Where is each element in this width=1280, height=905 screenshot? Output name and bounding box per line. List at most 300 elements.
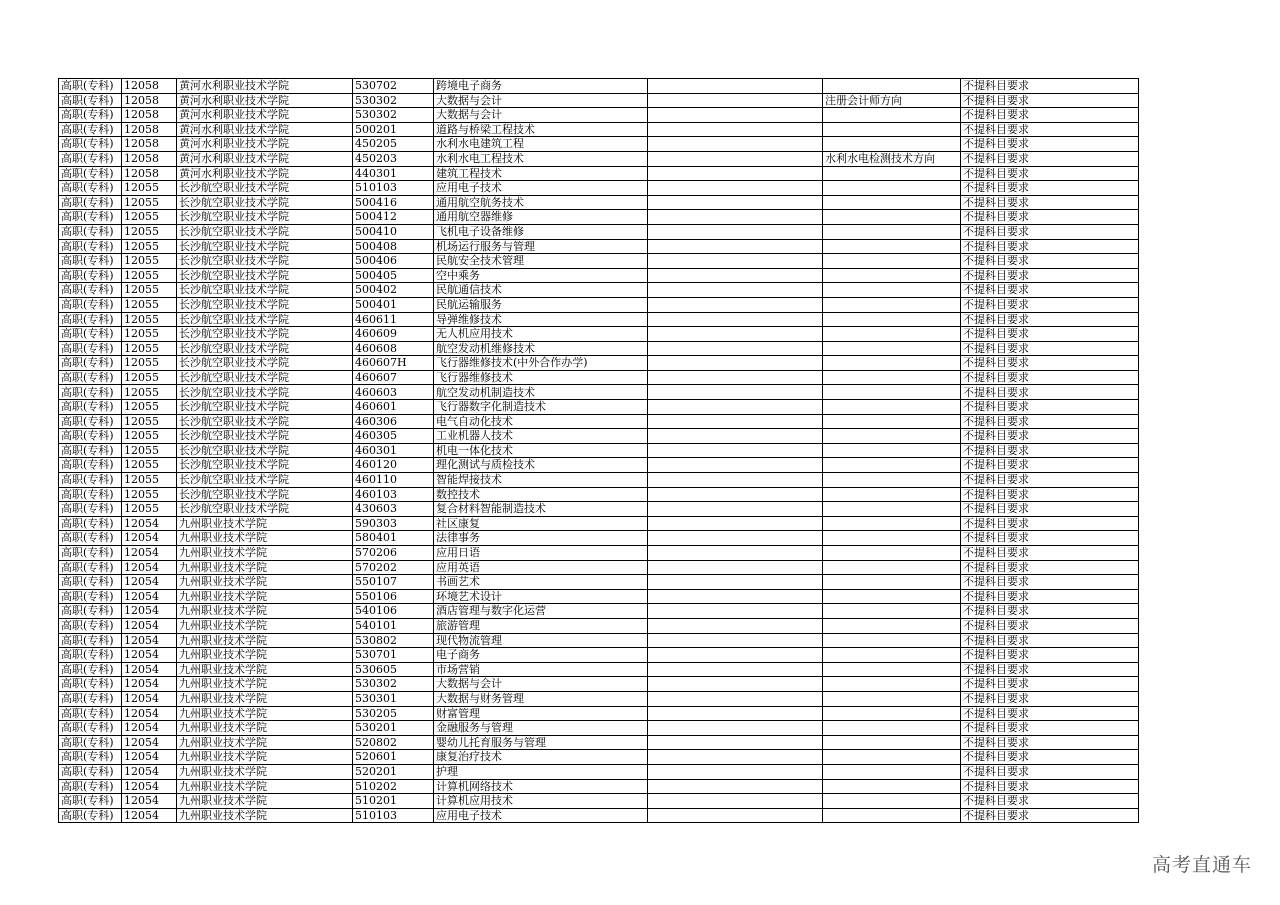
school-name-cell: 九州职业技术学院 (177, 618, 353, 633)
level-cell: 高职(专科) (59, 487, 122, 502)
school-code-cell: 12054 (122, 706, 177, 721)
major-name-cell: 财富管理 (434, 706, 648, 721)
subject-requirement-cell: 不提科目要求 (961, 414, 1139, 429)
major-code-cell: 460603 (353, 385, 434, 400)
school-name-cell: 长沙航空职业技术学院 (177, 239, 353, 254)
school-name-cell: 九州职业技术学院 (177, 691, 353, 706)
note-cell (648, 195, 823, 210)
major-code-cell: 460301 (353, 443, 434, 458)
table-row (59, 735, 1139, 750)
major-name-cell: 书画艺术 (434, 575, 648, 590)
school-code-cell: 12054 (122, 648, 177, 663)
school-code-cell: 12055 (122, 429, 177, 444)
school-name-cell: 黄河水利职业技术学院 (177, 79, 353, 94)
major-code-cell: 500410 (353, 224, 434, 239)
direction-cell (823, 502, 961, 517)
table-row (59, 210, 1139, 225)
direction-cell (823, 487, 961, 502)
table-row (59, 137, 1139, 152)
note-cell (648, 297, 823, 312)
level-cell: 高职(专科) (59, 735, 122, 750)
note-cell (648, 356, 823, 371)
level-cell: 高职(专科) (59, 458, 122, 473)
school-code-cell: 12054 (122, 779, 177, 794)
direction-cell (823, 808, 961, 823)
major-name-cell: 法律事务 (434, 531, 648, 546)
school-name-cell: 九州职业技术学院 (177, 794, 353, 809)
note-cell (648, 750, 823, 765)
major-code-cell: 460110 (353, 473, 434, 488)
table-row (59, 473, 1139, 488)
major-name-cell: 智能焊接技术 (434, 473, 648, 488)
school-code-cell: 12054 (122, 750, 177, 765)
direction-cell (823, 312, 961, 327)
major-name-cell: 大数据与财务管理 (434, 691, 648, 706)
level-cell: 高职(专科) (59, 443, 122, 458)
school-name-cell: 长沙航空职业技术学院 (177, 414, 353, 429)
school-code-cell: 12054 (122, 662, 177, 677)
table-row (59, 297, 1139, 312)
major-name-cell: 大数据与会计 (434, 677, 648, 692)
direction-cell (823, 735, 961, 750)
major-name-cell: 市场营销 (434, 662, 648, 677)
subject-requirement-cell: 不提科目要求 (961, 195, 1139, 210)
subject-requirement-cell: 不提科目要求 (961, 429, 1139, 444)
school-name-cell: 长沙航空职业技术学院 (177, 254, 353, 269)
direction-cell (823, 297, 961, 312)
subject-requirement-cell: 不提科目要求 (961, 370, 1139, 385)
direction-cell (823, 531, 961, 546)
major-code-cell: 550107 (353, 575, 434, 590)
school-code-cell: 12055 (122, 473, 177, 488)
level-cell: 高职(专科) (59, 195, 122, 210)
school-name-cell: 长沙航空职业技术学院 (177, 210, 353, 225)
school-code-cell: 12055 (122, 254, 177, 269)
school-code-cell: 12058 (122, 108, 177, 123)
school-code-cell: 12054 (122, 618, 177, 633)
major-code-cell: 590303 (353, 516, 434, 531)
school-name-cell: 九州职业技术学院 (177, 764, 353, 779)
school-name-cell: 黄河水利职业技术学院 (177, 108, 353, 123)
direction-cell (823, 283, 961, 298)
school-code-cell: 12055 (122, 181, 177, 196)
note-cell (648, 370, 823, 385)
subject-requirement-cell: 不提科目要求 (961, 735, 1139, 750)
note-cell (648, 268, 823, 283)
major-code-cell: 520201 (353, 764, 434, 779)
school-code-cell: 12054 (122, 516, 177, 531)
major-name-cell: 飞行器维修技术 (434, 370, 648, 385)
major-name-cell: 航空发动机维修技术 (434, 341, 648, 356)
major-name-cell: 婴幼儿托育服务与管理 (434, 735, 648, 750)
major-code-cell: 540106 (353, 604, 434, 619)
direction-cell (823, 560, 961, 575)
level-cell: 高职(专科) (59, 385, 122, 400)
school-code-cell: 12055 (122, 458, 177, 473)
major-code-cell: 500405 (353, 268, 434, 283)
subject-requirement-cell: 不提科目要求 (961, 137, 1139, 152)
note-cell (648, 546, 823, 561)
school-name-cell: 九州职业技术学院 (177, 735, 353, 750)
note-cell (648, 618, 823, 633)
major-name-cell: 数控技术 (434, 487, 648, 502)
school-name-cell: 黄河水利职业技术学院 (177, 137, 353, 152)
major-name-cell: 飞机电子设备维修 (434, 224, 648, 239)
school-code-cell: 12055 (122, 268, 177, 283)
direction-cell (823, 648, 961, 663)
major-name-cell: 电子商务 (434, 648, 648, 663)
school-code-cell: 12058 (122, 93, 177, 108)
level-cell: 高职(专科) (59, 327, 122, 342)
direction-cell (823, 122, 961, 137)
level-cell: 高职(专科) (59, 502, 122, 517)
major-code-cell: 520802 (353, 735, 434, 750)
major-code-cell: 500201 (353, 122, 434, 137)
table-row (59, 516, 1139, 531)
major-code-cell: 510201 (353, 794, 434, 809)
note-cell (648, 779, 823, 794)
direction-cell (823, 370, 961, 385)
major-code-cell: 460609 (353, 327, 434, 342)
note-cell (648, 414, 823, 429)
direction-cell (823, 721, 961, 736)
table-row (59, 166, 1139, 181)
table-body (59, 79, 1139, 823)
major-code-cell: 520601 (353, 750, 434, 765)
level-cell: 高职(专科) (59, 254, 122, 269)
major-code-cell: 540101 (353, 618, 434, 633)
school-name-cell: 九州职业技术学院 (177, 589, 353, 604)
school-code-cell: 12054 (122, 546, 177, 561)
subject-requirement-cell: 不提科目要求 (961, 93, 1139, 108)
major-name-cell: 酒店管理与数字化运营 (434, 604, 648, 619)
note-cell (648, 706, 823, 721)
table-row (59, 808, 1139, 823)
school-name-cell: 九州职业技术学院 (177, 604, 353, 619)
table-row (59, 546, 1139, 561)
major-name-cell: 机场运行服务与管理 (434, 239, 648, 254)
direction-cell (823, 706, 961, 721)
table-row (59, 385, 1139, 400)
note-cell (648, 560, 823, 575)
note-cell (648, 575, 823, 590)
table-row (59, 195, 1139, 210)
subject-requirement-cell: 不提科目要求 (961, 443, 1139, 458)
note-cell (648, 224, 823, 239)
subject-requirement-cell: 不提科目要求 (961, 122, 1139, 137)
direction-cell (823, 79, 961, 94)
school-name-cell: 九州职业技术学院 (177, 662, 353, 677)
direction-cell (823, 210, 961, 225)
major-code-cell: 530605 (353, 662, 434, 677)
table-row (59, 254, 1139, 269)
major-code-cell: 530205 (353, 706, 434, 721)
major-name-cell: 机电一体化技术 (434, 443, 648, 458)
major-code-cell: 450205 (353, 137, 434, 152)
subject-requirement-cell: 不提科目要求 (961, 575, 1139, 590)
major-name-cell: 计算机网络技术 (434, 779, 648, 794)
subject-requirement-cell: 不提科目要求 (961, 341, 1139, 356)
major-code-cell: 570202 (353, 560, 434, 575)
level-cell: 高职(专科) (59, 181, 122, 196)
school-name-cell: 黄河水利职业技术学院 (177, 122, 353, 137)
school-code-cell: 12054 (122, 691, 177, 706)
level-cell: 高职(专科) (59, 589, 122, 604)
direction-cell (823, 750, 961, 765)
school-code-cell: 12055 (122, 283, 177, 298)
subject-requirement-cell: 不提科目要求 (961, 516, 1139, 531)
school-name-cell: 九州职业技术学院 (177, 808, 353, 823)
school-name-cell: 长沙航空职业技术学院 (177, 356, 353, 371)
direction-cell (823, 268, 961, 283)
table-row (59, 779, 1139, 794)
major-name-cell: 飞行器维修技术(中外合作办学) (434, 356, 648, 371)
table-row (59, 458, 1139, 473)
school-name-cell: 九州职业技术学院 (177, 677, 353, 692)
school-name-cell: 长沙航空职业技术学院 (177, 268, 353, 283)
major-code-cell: 460103 (353, 487, 434, 502)
subject-requirement-cell: 不提科目要求 (961, 546, 1139, 561)
subject-requirement-cell: 不提科目要求 (961, 487, 1139, 502)
major-code-cell: 530302 (353, 108, 434, 123)
school-name-cell: 九州职业技术学院 (177, 779, 353, 794)
school-name-cell: 九州职业技术学院 (177, 750, 353, 765)
major-code-cell: 570206 (353, 546, 434, 561)
school-name-cell: 九州职业技术学院 (177, 648, 353, 663)
table-row (59, 283, 1139, 298)
table-row (59, 633, 1139, 648)
major-code-cell: 530201 (353, 721, 434, 736)
direction-cell (823, 589, 961, 604)
subject-requirement-cell: 不提科目要求 (961, 210, 1139, 225)
subject-requirement-cell: 不提科目要求 (961, 327, 1139, 342)
direction-cell (823, 166, 961, 181)
school-name-cell: 九州职业技术学院 (177, 706, 353, 721)
table-row (59, 429, 1139, 444)
direction-cell (823, 443, 961, 458)
school-name-cell: 黄河水利职业技术学院 (177, 166, 353, 181)
direction-cell (823, 473, 961, 488)
table-row (59, 677, 1139, 692)
table-row (59, 268, 1139, 283)
table-row (59, 79, 1139, 94)
table-row (59, 224, 1139, 239)
school-code-cell: 12054 (122, 677, 177, 692)
note-cell (648, 691, 823, 706)
note-cell (648, 108, 823, 123)
note-cell (648, 283, 823, 298)
table-row (59, 560, 1139, 575)
major-code-cell: 580401 (353, 531, 434, 546)
school-code-cell: 12055 (122, 443, 177, 458)
note-cell (648, 137, 823, 152)
school-code-cell: 12055 (122, 210, 177, 225)
school-code-cell: 12054 (122, 633, 177, 648)
direction-cell (823, 633, 961, 648)
note-cell (648, 794, 823, 809)
direction-cell (823, 575, 961, 590)
major-code-cell: 460607 (353, 370, 434, 385)
level-cell: 高职(专科) (59, 691, 122, 706)
note-cell (648, 429, 823, 444)
subject-requirement-cell: 不提科目要求 (961, 706, 1139, 721)
school-name-cell: 长沙航空职业技术学院 (177, 487, 353, 502)
subject-requirement-cell: 不提科目要求 (961, 108, 1139, 123)
level-cell: 高职(专科) (59, 429, 122, 444)
table-row (59, 239, 1139, 254)
direction-cell (823, 181, 961, 196)
subject-requirement-cell: 不提科目要求 (961, 764, 1139, 779)
direction-cell (823, 604, 961, 619)
school-code-cell: 12055 (122, 297, 177, 312)
major-name-cell: 旅游管理 (434, 618, 648, 633)
direction-cell (823, 224, 961, 239)
major-name-cell: 社区康复 (434, 516, 648, 531)
direction-cell (823, 414, 961, 429)
major-name-cell: 应用英语 (434, 560, 648, 575)
major-code-cell: 530302 (353, 677, 434, 692)
major-name-cell: 应用电子技术 (434, 181, 648, 196)
school-name-cell: 九州职业技术学院 (177, 531, 353, 546)
level-cell: 高职(专科) (59, 721, 122, 736)
direction-cell (823, 546, 961, 561)
major-code-cell: 530802 (353, 633, 434, 648)
school-code-cell: 12054 (122, 735, 177, 750)
major-code-cell: 430603 (353, 502, 434, 517)
subject-requirement-cell: 不提科目要求 (961, 589, 1139, 604)
major-code-cell: 500412 (353, 210, 434, 225)
subject-requirement-cell: 不提科目要求 (961, 618, 1139, 633)
note-cell (648, 181, 823, 196)
table-row (59, 487, 1139, 502)
level-cell: 高职(专科) (59, 341, 122, 356)
direction-cell (823, 341, 961, 356)
school-name-cell: 长沙航空职业技术学院 (177, 283, 353, 298)
school-name-cell: 九州职业技术学院 (177, 516, 353, 531)
school-name-cell: 长沙航空职业技术学院 (177, 473, 353, 488)
major-code-cell: 450203 (353, 151, 434, 166)
table-row (59, 356, 1139, 371)
major-name-cell: 道路与桥梁工程技术 (434, 122, 648, 137)
school-name-cell: 长沙航空职业技术学院 (177, 341, 353, 356)
major-code-cell: 460306 (353, 414, 434, 429)
major-code-cell: 460608 (353, 341, 434, 356)
major-code-cell: 530701 (353, 648, 434, 663)
major-code-cell: 440301 (353, 166, 434, 181)
note-cell (648, 764, 823, 779)
note-cell (648, 721, 823, 736)
major-name-cell: 计算机应用技术 (434, 794, 648, 809)
subject-requirement-cell: 不提科目要求 (961, 721, 1139, 736)
school-code-cell: 12058 (122, 79, 177, 94)
note-cell (648, 808, 823, 823)
table-row (59, 575, 1139, 590)
major-code-cell: 460305 (353, 429, 434, 444)
level-cell: 高职(专科) (59, 633, 122, 648)
subject-requirement-cell: 不提科目要求 (961, 458, 1139, 473)
major-code-cell: 500402 (353, 283, 434, 298)
subject-requirement-cell: 不提科目要求 (961, 502, 1139, 517)
level-cell: 高职(专科) (59, 370, 122, 385)
school-code-cell: 12058 (122, 122, 177, 137)
major-code-cell: 460601 (353, 400, 434, 415)
school-name-cell: 长沙航空职业技术学院 (177, 297, 353, 312)
table-row (59, 604, 1139, 619)
school-code-cell: 12055 (122, 239, 177, 254)
major-name-cell: 康复治疗技术 (434, 750, 648, 765)
major-name-cell: 航空发动机制造技术 (434, 385, 648, 400)
table-row (59, 589, 1139, 604)
level-cell: 高职(专科) (59, 122, 122, 137)
subject-requirement-cell: 不提科目要求 (961, 808, 1139, 823)
direction-cell (823, 195, 961, 210)
level-cell: 高职(专科) (59, 224, 122, 239)
note-cell (648, 166, 823, 181)
school-name-cell: 九州职业技术学院 (177, 721, 353, 736)
table-row (59, 151, 1139, 166)
level-cell: 高职(专科) (59, 618, 122, 633)
direction-cell (823, 779, 961, 794)
major-code-cell: 500408 (353, 239, 434, 254)
major-name-cell: 民航安全技术管理 (434, 254, 648, 269)
school-name-cell: 长沙航空职业技术学院 (177, 181, 353, 196)
direction-cell (823, 108, 961, 123)
direction-cell (823, 356, 961, 371)
major-name-cell: 工业机器人技术 (434, 429, 648, 444)
direction-cell: 水利水电检测技术方向 (823, 151, 961, 166)
direction-cell (823, 691, 961, 706)
level-cell: 高职(专科) (59, 531, 122, 546)
school-name-cell: 九州职业技术学院 (177, 546, 353, 561)
note-cell (648, 633, 823, 648)
subject-requirement-cell: 不提科目要求 (961, 254, 1139, 269)
level-cell: 高职(专科) (59, 794, 122, 809)
level-cell: 高职(专科) (59, 79, 122, 94)
direction-cell (823, 677, 961, 692)
table-row (59, 662, 1139, 677)
level-cell: 高职(专科) (59, 546, 122, 561)
table-row (59, 443, 1139, 458)
subject-requirement-cell: 不提科目要求 (961, 181, 1139, 196)
level-cell: 高职(专科) (59, 808, 122, 823)
table-row (59, 414, 1139, 429)
level-cell: 高职(专科) (59, 750, 122, 765)
table-row (59, 122, 1139, 137)
school-name-cell: 长沙航空职业技术学院 (177, 429, 353, 444)
major-name-cell: 民航通信技术 (434, 283, 648, 298)
major-name-cell: 理化测试与质检技术 (434, 458, 648, 473)
level-cell: 高职(专科) (59, 151, 122, 166)
major-name-cell: 跨境电子商务 (434, 79, 648, 94)
table-row (59, 618, 1139, 633)
subject-requirement-cell: 不提科目要求 (961, 662, 1139, 677)
subject-requirement-cell: 不提科目要求 (961, 691, 1139, 706)
level-cell: 高职(专科) (59, 239, 122, 254)
school-name-cell: 长沙航空职业技术学院 (177, 400, 353, 415)
direction-cell (823, 385, 961, 400)
major-name-cell: 通用航空航务技术 (434, 195, 648, 210)
major-name-cell: 电气自动化技术 (434, 414, 648, 429)
subject-requirement-cell: 不提科目要求 (961, 79, 1139, 94)
level-cell: 高职(专科) (59, 312, 122, 327)
direction-cell (823, 794, 961, 809)
school-code-cell: 12058 (122, 151, 177, 166)
school-code-cell: 12055 (122, 400, 177, 415)
table-row (59, 93, 1139, 108)
major-code-cell: 510202 (353, 779, 434, 794)
subject-requirement-cell: 不提科目要求 (961, 268, 1139, 283)
subject-requirement-cell: 不提科目要求 (961, 151, 1139, 166)
